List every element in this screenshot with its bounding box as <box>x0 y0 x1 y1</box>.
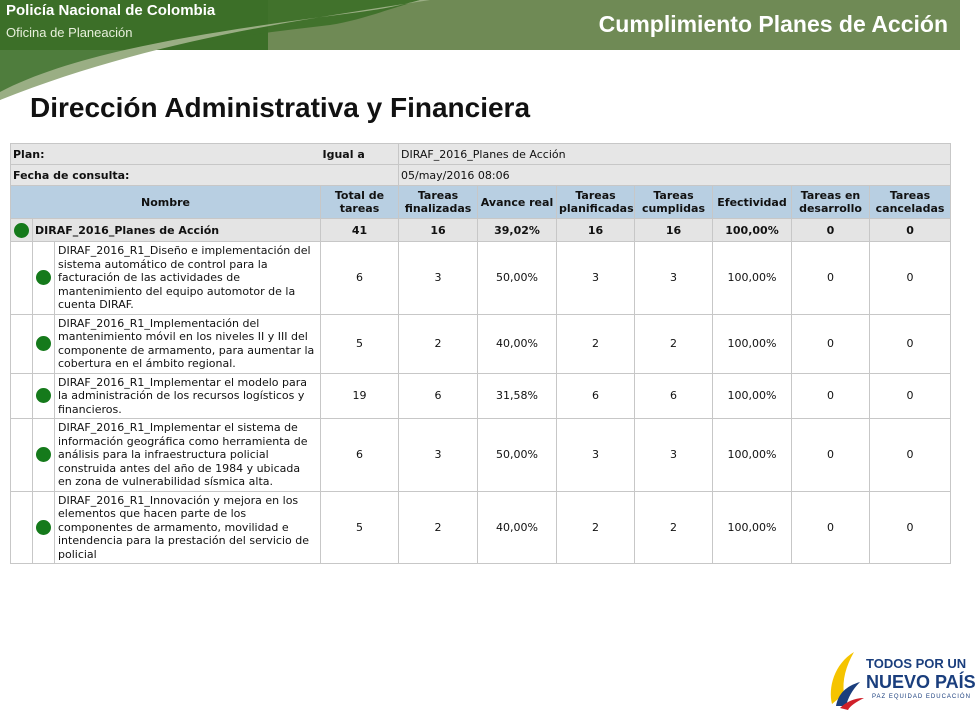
green-circle-icon <box>36 388 51 403</box>
logo-line-1: TODOS POR UN <box>866 656 967 671</box>
row-desarrollo: 0 <box>792 373 870 419</box>
colombia-flag-logo-icon <box>826 648 866 710</box>
indent-cell <box>11 419 33 492</box>
summary-finalizadas: 16 <box>399 219 478 242</box>
row-planificadas: 6 <box>557 373 635 419</box>
plan-operator: Igual a <box>321 144 399 165</box>
logo-line-3: PAZ EQUIDAD EDUCACIÓN <box>872 694 971 700</box>
row-name: DIRAF_2016_R1_Implementar el sistema de información geográfica como herramienta de análisis para la infraestructura policial construida antes del año de 1984 y ubicada en zona de vulnerabilidad sísmica alta. <box>55 419 321 492</box>
status-cell <box>33 419 55 492</box>
summary-planificadas: 16 <box>557 219 635 242</box>
row-efectividad: 100,00% <box>713 242 792 315</box>
row-efectividad: 100,00% <box>713 373 792 419</box>
summary-canceladas: 0 <box>870 219 951 242</box>
table-row <box>11 314 951 373</box>
col-tareas-canceladas: Tareas canceladas <box>870 186 951 219</box>
row-planificadas: 3 <box>557 419 635 492</box>
row-finalizadas: 2 <box>399 314 478 373</box>
page-title: Dirección Administrativa y Financiera <box>30 92 531 123</box>
table-row <box>11 491 951 564</box>
row-avance: 40,00% <box>478 314 557 373</box>
org-subtitle: Oficina de Planeación <box>6 25 133 40</box>
row-avance: 31,58% <box>478 373 557 419</box>
row-efectividad: 100,00% <box>713 491 792 564</box>
row-desarrollo: 0 <box>792 242 870 315</box>
row-name: DIRAF_2016_R1_Diseño e implementación del sistema automático de control para la facturación de las actividades de mantenimiento del equipo automotor de la cuenta DIRAF. <box>55 242 321 315</box>
row-canceladas: 0 <box>870 314 951 373</box>
green-circle-icon <box>36 270 51 285</box>
row-efectividad: 100,00% <box>713 419 792 492</box>
summary-cumplidas: 16 <box>635 219 713 242</box>
plan-rows <box>11 242 951 564</box>
row-total: 5 <box>321 314 399 373</box>
green-circle-icon <box>36 447 51 462</box>
row-avance: 50,00% <box>478 419 557 492</box>
row-name: DIRAF_2016_R1_Innovación y mejora en los elementos que hacen parte de los componentes de armamento, movilidad e intendencia para la prestación del servicio de policial <box>55 491 321 564</box>
summary-name: DIRAF_2016_Planes de Acción <box>33 219 321 242</box>
row-avance: 50,00% <box>478 242 557 315</box>
row-total: 6 <box>321 419 399 492</box>
row-planificadas: 2 <box>557 491 635 564</box>
summary-avance: 39,02% <box>478 219 557 242</box>
fecha-row <box>11 165 951 186</box>
status-cell <box>11 219 33 242</box>
logo-line-2: NUEVO PAÍS <box>866 672 976 692</box>
org-title: Policía Nacional de Colombia <box>6 2 216 19</box>
plan-value-cell: DIRAF_2016_Planes de Acción <box>399 144 951 165</box>
row-desarrollo: 0 <box>792 491 870 564</box>
col-tareas-planificadas: Tareas planificadas <box>557 186 635 219</box>
col-tareas-finalizadas: Tareas finalizadas <box>399 186 478 219</box>
plan-summary-row <box>11 219 951 242</box>
row-name: DIRAF_2016_R1_Implementación del mantenimiento móvil en los niveles II y III del componente de armamento, para aumentar la cobertura en el ámbito regional. <box>55 314 321 373</box>
row-canceladas: 0 <box>870 419 951 492</box>
table-header-row <box>11 186 951 219</box>
table-row <box>11 373 951 419</box>
status-cell <box>33 373 55 419</box>
row-finalizadas: 6 <box>399 373 478 419</box>
action-plan-table <box>10 143 951 564</box>
row-finalizadas: 3 <box>399 242 478 315</box>
row-cumplidas: 6 <box>635 373 713 419</box>
row-total: 5 <box>321 491 399 564</box>
indent-cell <box>11 491 33 564</box>
col-nombre: Nombre <box>11 186 321 219</box>
col-efectividad: Efectividad <box>713 186 792 219</box>
indent-cell <box>11 242 33 315</box>
row-finalizadas: 2 <box>399 491 478 564</box>
col-total-tareas: Total de tareas <box>321 186 399 219</box>
summary-efectividad: 100,00% <box>713 219 792 242</box>
fecha-value: 05/may/2016 08:06 <box>399 165 951 186</box>
row-canceladas: 0 <box>870 373 951 419</box>
section-title: Cumplimiento Planes de Acción <box>598 11 948 37</box>
col-tareas-cumplidas: Tareas cumplidas <box>635 186 713 219</box>
green-circle-icon <box>14 223 29 238</box>
green-circle-icon <box>36 520 51 535</box>
fecha-label: Fecha de consulta: <box>11 165 399 186</box>
row-total: 6 <box>321 242 399 315</box>
row-planificadas: 2 <box>557 314 635 373</box>
green-circle-icon <box>36 336 51 351</box>
row-planificadas: 3 <box>557 242 635 315</box>
plan-label: Plan: <box>11 144 321 165</box>
row-efectividad: 100,00% <box>713 314 792 373</box>
plan-filter-row <box>11 144 951 165</box>
indent-cell <box>11 373 33 419</box>
row-cumplidas: 3 <box>635 419 713 492</box>
row-desarrollo: 0 <box>792 419 870 492</box>
status-cell <box>33 314 55 373</box>
row-name: DIRAF_2016_R1_Implementar el modelo para la administración de los recursos logísticos y financieros. <box>55 373 321 419</box>
status-cell <box>33 491 55 564</box>
indent-cell <box>11 314 33 373</box>
row-desarrollo: 0 <box>792 314 870 373</box>
row-finalizadas: 3 <box>399 419 478 492</box>
row-cumplidas: 2 <box>635 314 713 373</box>
row-cumplidas: 3 <box>635 242 713 315</box>
col-avance-real: Avance real <box>478 186 557 219</box>
summary-total: 41 <box>321 219 399 242</box>
col-tareas-en-desarrollo: Tareas en desarrollo <box>792 186 870 219</box>
row-total: 19 <box>321 373 399 419</box>
table-row <box>11 242 951 315</box>
row-canceladas: 0 <box>870 242 951 315</box>
summary-desarrollo: 0 <box>792 219 870 242</box>
row-cumplidas: 2 <box>635 491 713 564</box>
table-row <box>11 419 951 492</box>
row-avance: 40,00% <box>478 491 557 564</box>
status-cell <box>33 242 55 315</box>
todos-por-un-nuevo-pais-logo <box>826 648 976 710</box>
row-canceladas: 0 <box>870 491 951 564</box>
